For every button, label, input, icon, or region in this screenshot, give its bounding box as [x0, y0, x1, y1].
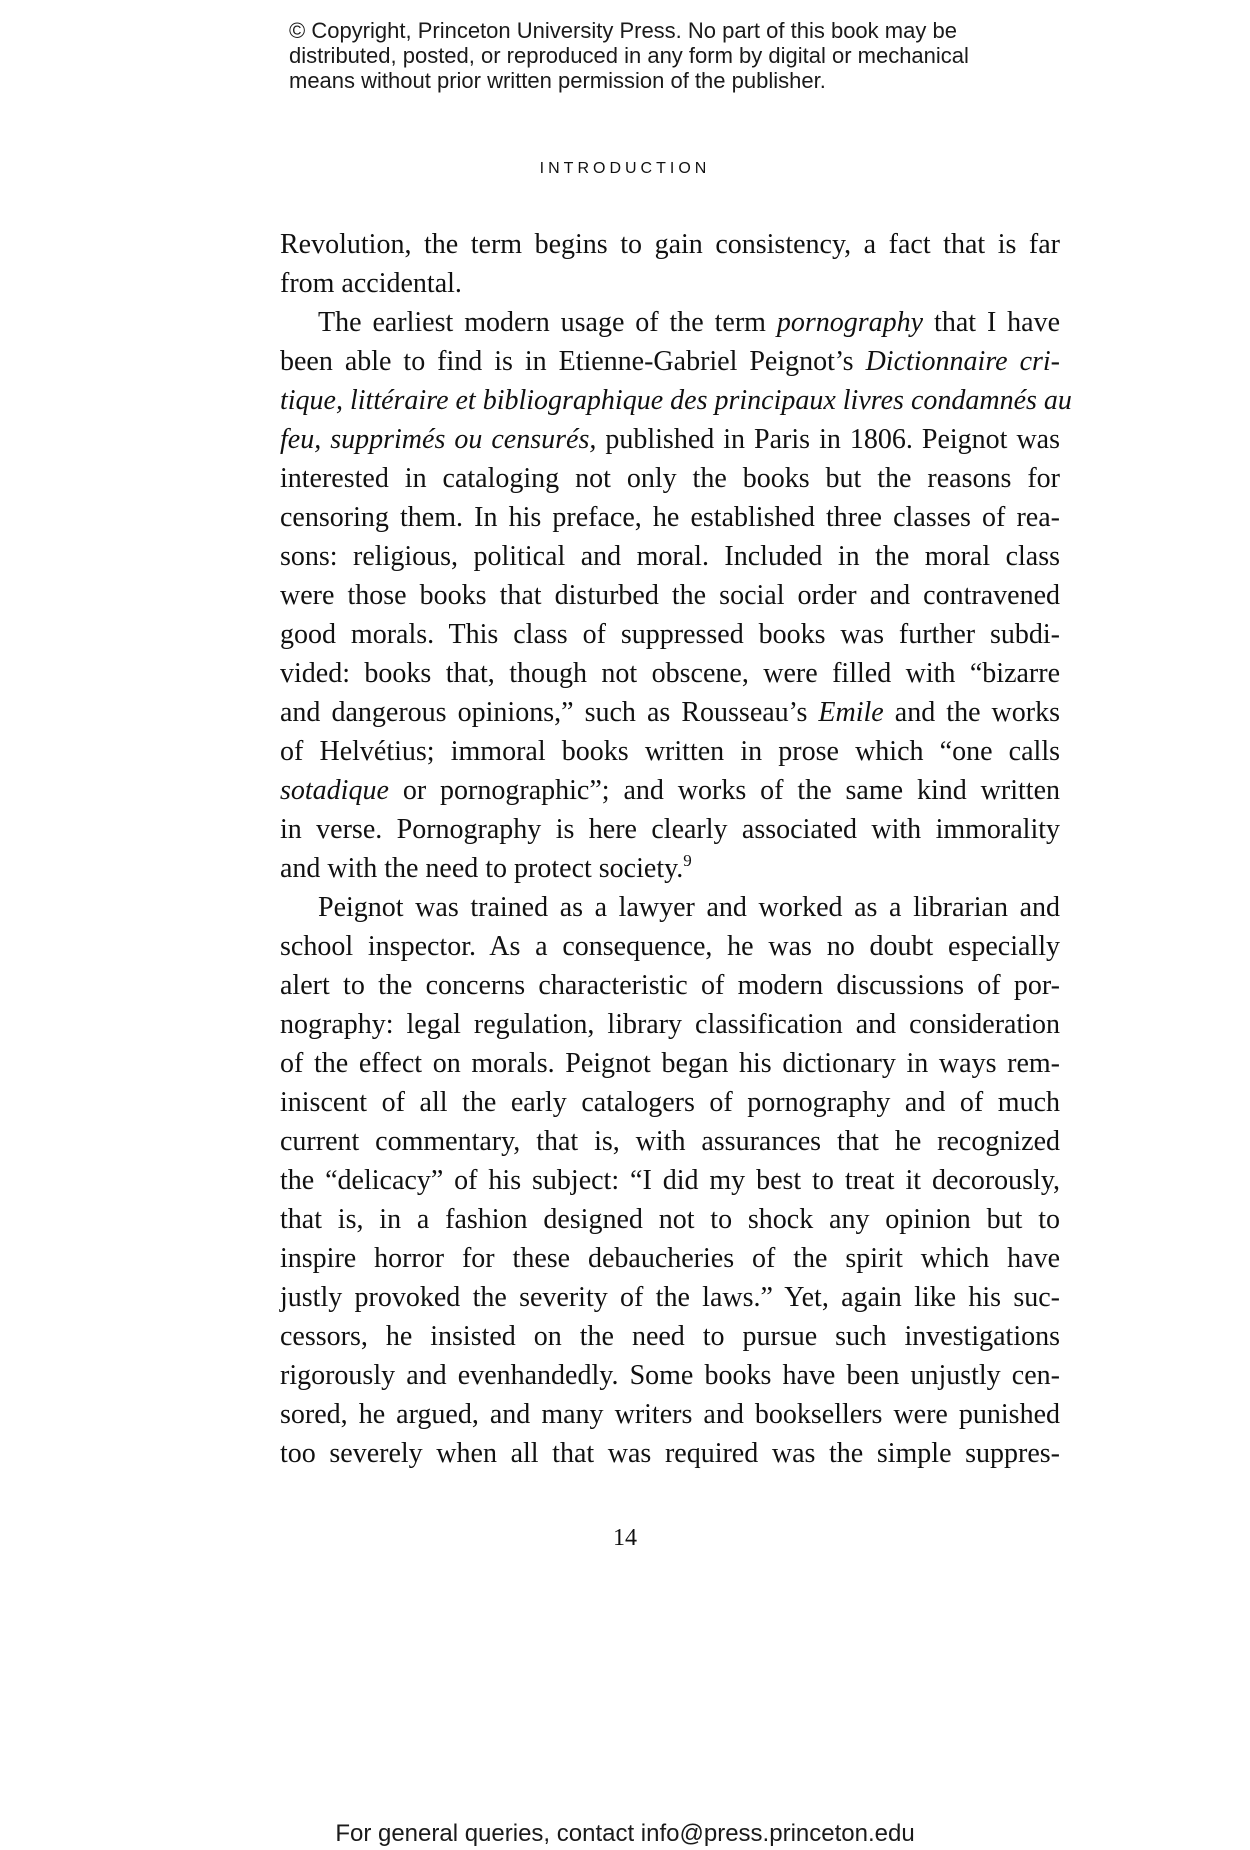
text-line: good morals. This class of suppressed books was further subdi-	[280, 619, 1060, 650]
text-line: vided: books that, though not obscene, were filled with “bizarre	[280, 658, 1060, 689]
text-line: rigorously and evenhandedly. Some books have been unjustly cen-	[280, 1360, 1060, 1391]
text-line: too severely when all that was required was the simple suppres-	[280, 1438, 1060, 1469]
copyright-line: © Copyright, Princeton University Press. No part of this book may be	[289, 18, 957, 43]
paragraph-start: Peignot was trained as a lawyer and worked as a librarian and	[318, 892, 1060, 923]
text-line: and dangerous opinions,” such as Rousseau’s Emile and the works	[280, 697, 1060, 728]
text-line: interested in cataloging not only the books but the reasons for	[280, 463, 1060, 494]
copyright-line: distributed, posted, or reproduced in any form by digital or mechanical	[289, 43, 969, 68]
book-title: feu, supprimés ou censurés,	[280, 424, 597, 455]
book-title: Emile	[818, 697, 884, 728]
text-line: justly provoked the severity of the laws.” Yet, again like his suc-	[280, 1282, 1060, 1313]
body-text	[280, 225, 1072, 1473]
book-title: Dictionnaire cri-	[865, 346, 1061, 377]
footer-contact: For general queries, contact info@press.princeton.edu	[335, 1820, 915, 1847]
italic-term: sotadique	[280, 775, 389, 806]
text-line	[280, 381, 1072, 420]
text-line: from accidental.	[280, 268, 462, 299]
text-line: the “delicacy” of his subject: “I did my best to treat it decorously,	[280, 1165, 1060, 1196]
text-line: of the effect on morals. Peignot began his dictionary in ways rem-	[280, 1048, 1060, 1079]
copyright-line: means without prior written permission of the publisher.	[289, 68, 826, 93]
text-line: school inspector. As a consequence, he was no doubt especially	[280, 931, 1060, 962]
italic-term: pornography	[776, 307, 924, 338]
text-line: sotadique or pornographic”; and works of the same kind written	[280, 775, 1060, 806]
page-number: 14	[613, 1525, 637, 1551]
text-line: sored, he argued, and many writers and booksellers were punished	[280, 1399, 1060, 1430]
text-line: and with the need to protect society.$^9$	[280, 851, 692, 884]
text-line: in verse. Pornography is here clearly associated with immorality	[280, 814, 1060, 845]
text-line: alert to the concerns characteristic of modern discussions of por-	[280, 970, 1060, 1001]
footnote-ref: 9	[683, 851, 692, 870]
text-line: feu, supprimés ou censurés, published in Paris in 1806. Peignot was	[280, 424, 1060, 455]
text-line: nography: legal regulation, library classification and consideration	[280, 1009, 1060, 1040]
text-line: were those books that disturbed the social order and contravened	[280, 580, 1060, 611]
text-line: Revolution, the term begins to gain consistency, a fact that is far	[280, 229, 1060, 260]
text-line: sons: religious, political and moral. Included in the moral class	[280, 541, 1060, 572]
text-line: that is, in a fashion designed not to shock any opinion but to	[280, 1204, 1060, 1235]
text-line: been able to find is in Etienne-Gabriel Peignot’s Dictionnaire cri-	[280, 346, 1061, 377]
paragraph-start: The earliest modern usage of the term pornography that I have	[318, 307, 1061, 338]
text-line: of Helvétius; immoral books written in prose which “one calls	[280, 736, 1060, 767]
text-line: inspire horror for these debaucheries of the spirit which have	[280, 1243, 1060, 1274]
book-title: tique, littéraire et bibliographique des principaux livres condamnés au	[280, 385, 1072, 416]
text-line: censoring them. In his preface, he established three classes of rea-	[280, 502, 1060, 533]
copyright-notice	[289, 18, 1229, 93]
running-head: INTRODUCTION	[539, 160, 711, 177]
text-line: iniscent of all the early catalogers of pornography and of much	[280, 1087, 1060, 1118]
text-line: current commentary, that is, with assurances that he recognized	[280, 1126, 1060, 1157]
text-line: cessors, he insisted on the need to pursue such investigations	[280, 1321, 1060, 1352]
